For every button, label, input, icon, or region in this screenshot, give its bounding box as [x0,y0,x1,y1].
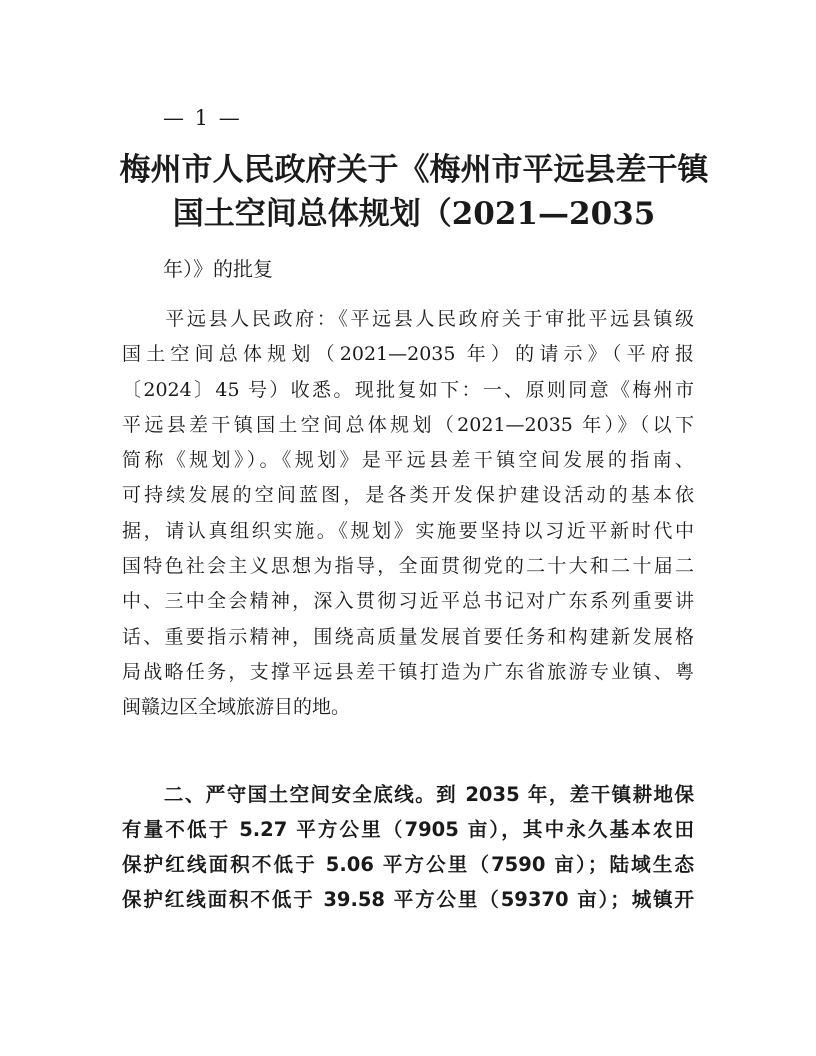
text-line: 有量不低于 5.27 平方公里（7905 亩），其中永久基本农田 [122,818,694,841]
text-line: 保护红线面积不低于 5.06 平方公里（7590 亩）；陆域生态 [122,853,694,876]
text-line: 平远县差干镇国土空间总体规划（2021—2035 年）》（以下 [122,413,694,436]
paragraph-safety-baseline [122,777,694,917]
document-title-line-2: 国土空间总体规划（2021—2035 [172,196,656,232]
text-line: 中、三中全会精神，深入贯彻习近平总书记对广东系列重要讲 [122,590,694,613]
text-line: 闽赣边区全域旅游目的地。 [122,696,351,719]
text-line: 话、重要指示精神，围绕高质量发展首要任务和构建新发展格 [122,625,694,648]
paragraph-approval-intro [122,302,694,726]
text-line: 二、严守国土空间安全底线。到 2035 年，差干镇耕地保 [122,783,694,806]
document-title-line-1: 梅州市人民政府关于《梅州市平远县差干镇 [119,152,709,188]
text-line: 〔2024〕45 号）收悉。现批复如下：一、原则同意《梅州市 [122,378,694,401]
text-line: 国特色社会主义思想为指导，全面贯彻党的二十大和二十届二 [122,555,694,578]
text-line: 国土空间总体规划（2021—2035 年）的请示》（平府报 [122,343,694,366]
text-line: 平远县人民政府：《平远县人民政府关于审批平远县镇级 [122,308,694,330]
text-line: 可持续发展的空间蓝图，是各类开发保护建设活动的基本依 [122,484,694,507]
document-title-tail: 年）》的批复 [163,257,273,281]
text-line: 简称《规划》）。《规划》是平远县差干镇空间发展的指南、 [122,449,694,472]
text-line: 保护红线面积不低于 39.58 平方公里（59370 亩）；城镇开 [122,888,694,911]
text-line: 据，请认真组织实施。《规划》实施要坚持以习近平新时代中 [122,519,694,542]
page-number: — 1 — [163,106,242,130]
text-line: 局战略任务，支撑平远县差干镇打造为广东省旅游专业镇、粤 [122,660,694,683]
